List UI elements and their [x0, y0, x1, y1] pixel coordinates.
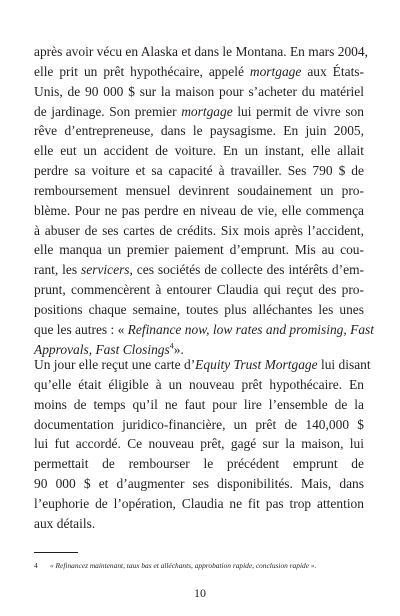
text-line: aux détails.	[34, 515, 96, 531]
italic-term: mortgage	[249, 63, 302, 79]
body-paragraph-1	[34, 42, 375, 360]
text-line: l’euphorie de l’opération, Claudia ne fit pas trop attention	[34, 495, 364, 511]
italic-term: servicers	[81, 262, 130, 278]
text-line: rêve d’entrepreneuse, dans le paysagisme. En juin 2005,	[34, 123, 364, 139]
italic-term: Refinance now, low rates and promising, Fast	[127, 321, 375, 337]
text-line: de jardinage. Son premier mortgage lui permit de vivre son	[34, 103, 364, 119]
text-line: à abuser de ses cartes de crédits. Six mois après l’accident,	[34, 222, 364, 238]
text-line: elle eut un accident de voiture. En un instant, elle allait	[34, 143, 364, 159]
text-line: remboursement mensuel devinrent soudainement un pro-	[34, 182, 364, 198]
text-line: rant, les servicers, ces sociétés de collecte des intérêts d’em-	[34, 262, 364, 278]
text-line: positions chaque semaine, toutes plus alléchantes les unes	[34, 301, 364, 317]
page-number: 10	[194, 586, 206, 600]
text-line: Approvals, Fast Closings$^4$».	[34, 341, 184, 357]
text-line: 90 000 $ et d’augmenter ses disponibilités. Mais, dans	[34, 476, 364, 492]
text-line: que les autres : « Refinance now, low rates and promising, Fast	[34, 321, 375, 337]
text-line: Unis, de 90 000 $ sur la maison pour s’acheter du matériel	[34, 83, 364, 99]
italic-term: Approvals, Fast Closings	[34, 341, 170, 357]
text-line: documentation juridico-financière, un prêt de 140,000 $	[34, 416, 364, 432]
text-line: après avoir vécu en Alaska et dans le Montana. En mars 2004,	[34, 44, 368, 59]
footnote-separator	[34, 552, 78, 553]
text-line: qu’elle était éligible à un nouveau prêt hypothécaire. En	[34, 376, 364, 392]
footnote-number: 4	[34, 561, 38, 570]
footnote-text: « Refinancez maintenant, taux bas et alléchants, approbation rapide, conclusion rapide ».	[50, 561, 317, 570]
text-line: permettait de rembourser le précédent emprunt de	[34, 456, 364, 472]
text-line: lui fut accordé. Ce nouveau prêt, gagé sur la maison, lui	[34, 436, 364, 452]
text-line: perdre sa voiture et sa capacité à travailler. Ses 790 $ de	[34, 163, 364, 179]
footnote	[34, 561, 364, 571]
italic-term: mortgage	[181, 103, 233, 119]
body-paragraph-2	[34, 355, 371, 534]
text-line: Un jour elle reçut une carte d’Equity Trust Mortgage lui disant	[34, 357, 371, 372]
italic-term: Equity Trust Mortgage	[195, 357, 318, 372]
footnote-reference[interactable]: 4	[169, 341, 174, 351]
text-line: elle manqua un premier paiement d’emprunt. Mis au cou-	[34, 242, 364, 258]
text-line: moins de temps qu’il ne faut pour lire l’ensemble de la	[34, 396, 364, 412]
text-line: blème. Pour ne pas perdre en niveau de vie, elle commença	[34, 202, 364, 218]
text-line: prunt, commencèrent à entourer Claudia qui reçut des pro-	[34, 282, 364, 298]
text-line: elle prit un prêt hypothécaire, appelé mortgage aux États-	[34, 63, 365, 79]
